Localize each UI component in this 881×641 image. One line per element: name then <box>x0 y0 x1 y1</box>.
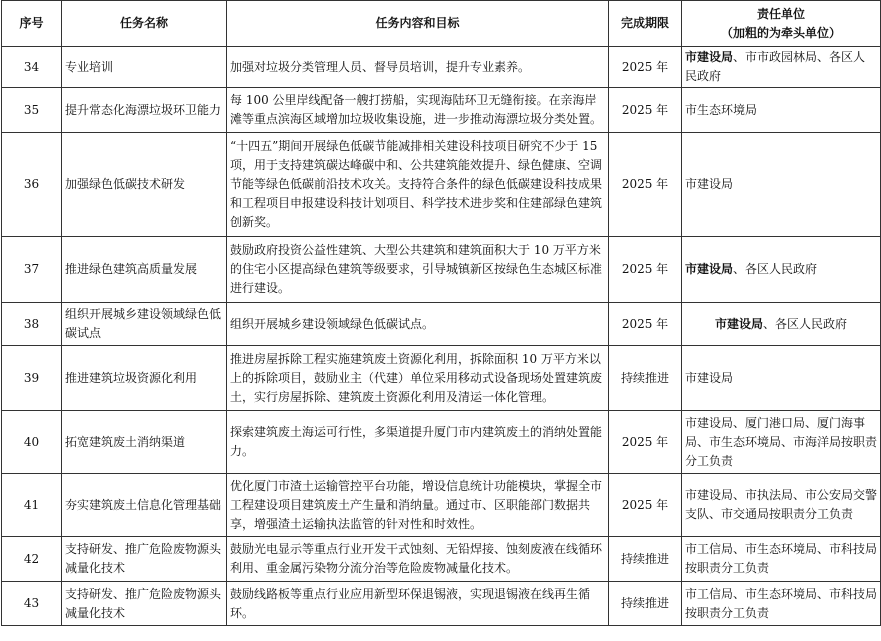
row-task-content: 鼓励政府投资公益性建筑、大型公共建筑和建筑面积大于 10 万平方米的住宅小区提高绿色建筑等级要求，引导城镇新区按绿色生态城区标准进行建设。 <box>227 237 609 303</box>
row-responsible-unit <box>682 474 881 537</box>
table-row <box>2 411 881 474</box>
row-seq: 40 <box>2 411 62 474</box>
row-task-name: 组织开展城乡建设领域绿色低碳试点 <box>62 303 227 346</box>
table-row <box>2 47 881 88</box>
row-task-name: 推进绿色建筑高质量发展 <box>62 237 227 303</box>
header-deadline: 完成期限 <box>609 1 682 47</box>
row-task-name: 专业培训 <box>62 47 227 88</box>
other-units: 市生态环境局 <box>685 102 758 117</box>
row-responsible-unit <box>682 47 881 88</box>
row-deadline: 2025 年 <box>609 237 682 303</box>
lead-unit: 市建设局 <box>685 262 734 276</box>
row-responsible-unit <box>682 88 881 133</box>
row-task-content: 每 100 公里岸线配备一艘打捞船，实现海陆环卫无缝衔接。在亲海岸滩等重点滨海区域增加垃圾收集设施，进一步推动海漂垃圾分类处置。 <box>227 88 609 133</box>
row-deadline: 持续推进 <box>609 582 682 626</box>
row-task-content: 优化厦门市渣土运输管控平台功能，增设信息统计功能模块，掌握全市工程建设项目建筑废土产生量和消纳量。通过市、区职能部门数据共享，增强渣土运输执法监管的针对性和时效性。 <box>227 474 609 537</box>
other-units: 、各区人民政府 <box>733 262 818 276</box>
row-task-content: 组织开展城乡建设领域绿色低碳试点。 <box>227 303 609 346</box>
header-unit-note: （加粗的为牵头单位） <box>720 25 841 40</box>
other-units: 、市市政园林局、各区人民政府 <box>685 50 866 83</box>
row-task-name: 拓宽建筑废土消纳渠道 <box>62 411 227 474</box>
lead-unit: 市建设局 <box>685 50 734 64</box>
row-seq: 35 <box>2 88 62 133</box>
header-task-content: 任务内容和目标 <box>227 1 609 47</box>
row-seq: 43 <box>2 582 62 626</box>
row-seq: 41 <box>2 474 62 537</box>
other-units: 市建设局、市执法局、市公安局交警支队、市交通局按职责分工负责 <box>685 488 878 521</box>
row-seq: 38 <box>2 303 62 346</box>
lead-unit: 市建设局 <box>714 316 763 331</box>
row-responsible-unit <box>682 303 881 346</box>
table-row <box>2 133 881 237</box>
other-units: 市建设局 <box>685 370 734 385</box>
row-responsible-unit <box>682 537 881 582</box>
row-deadline: 2025 年 <box>609 411 682 474</box>
row-task-content: 鼓励光电显示等重点行业开发干式蚀刻、无铅焊接、蚀刻废液在线循环利用、重金属污染物分流分治等危险废物减量化技术。 <box>227 537 609 582</box>
row-task-name: 提升常态化海漂垃圾环卫能力 <box>62 88 227 133</box>
header-responsible-unit <box>682 1 881 47</box>
row-seq: 42 <box>2 537 62 582</box>
other-units: 、各区人民政府 <box>763 316 848 331</box>
task-table <box>1 0 881 626</box>
other-units: 市建设局、厦门港口局、厦门海事局、市生态环境局、市海洋局按职责分工负责 <box>685 415 878 468</box>
row-deadline: 2025 年 <box>609 133 682 237</box>
other-units: 市工信局、市生态环境局、市科技局按职责分工负责 <box>685 542 878 575</box>
other-units: 市工信局、市生态环境局、市科技局按职责分工负责 <box>685 586 878 620</box>
row-responsible-unit <box>682 411 881 474</box>
row-seq: 34 <box>2 47 62 88</box>
header-unit-title: 责任单位 <box>756 6 805 21</box>
row-deadline: 2025 年 <box>609 88 682 133</box>
row-seq: 36 <box>2 133 62 237</box>
row-task-content: 探索建筑废土海运可行性，多渠道提升厦门市内建筑废土的消纳处置能力。 <box>227 411 609 474</box>
row-task-name: 加强绿色低碳技术研发 <box>62 133 227 237</box>
row-responsible-unit <box>682 346 881 411</box>
table-row <box>2 303 881 346</box>
row-responsible-unit <box>682 133 881 237</box>
table-row <box>2 237 881 303</box>
row-task-content: 鼓励线路板等重点行业应用新型环保退锡液，实现退锡液在线再生循环。 <box>227 582 609 626</box>
row-task-name: 支持研发、推广危险废物源头减量化技术 <box>62 537 227 582</box>
row-seq: 39 <box>2 346 62 411</box>
row-deadline: 2025 年 <box>609 47 682 88</box>
row-deadline: 持续推进 <box>609 346 682 411</box>
table-row <box>2 582 881 626</box>
row-deadline: 持续推进 <box>609 537 682 582</box>
row-seq: 37 <box>2 237 62 303</box>
header-task-name: 任务名称 <box>62 1 227 47</box>
table-row <box>2 537 881 582</box>
row-task-content: “十四五”期间开展绿色低碳节能减排相关建设科技项目研究不少于 15 项，用于支持建筑碳达峰碳中和、公共建筑能效提升、绿色健康、空调节能等绿色低碳前沿技术攻关。支持符合条件的绿色低碳建设科技成果和工程项目申报建设科技计划项目、科学技术进步奖和住建部绿色建筑创新奖。 <box>227 133 609 237</box>
row-responsible-unit <box>682 582 881 626</box>
table-row <box>2 88 881 133</box>
table-row <box>2 474 881 537</box>
row-task-name: 支持研发、推广危险废物源头减量化技术 <box>62 582 227 626</box>
row-task-content: 推进房屋拆除工程实施建筑废土资源化利用，拆除面积 10 万平方米以上的拆除项目，鼓励业主（代建）单位采用移动式设备现场处置建筑废土，实行房屋拆除、建筑废土资源化利用及清运一体化管理。 <box>227 346 609 411</box>
table-header-row <box>2 1 881 47</box>
row-task-name: 推进建筑垃圾资源化利用 <box>62 346 227 411</box>
row-task-name: 夯实建筑废土信息化管理基础 <box>62 474 227 537</box>
other-units: 市建设局 <box>685 177 734 191</box>
row-deadline: 2025 年 <box>609 303 682 346</box>
row-deadline: 2025 年 <box>609 474 682 537</box>
table-row <box>2 346 881 411</box>
header-seq: 序号 <box>2 1 62 47</box>
row-task-content: 加强对垃圾分类管理人员、督导员培训，提升专业素养。 <box>227 47 609 88</box>
row-responsible-unit <box>682 237 881 303</box>
